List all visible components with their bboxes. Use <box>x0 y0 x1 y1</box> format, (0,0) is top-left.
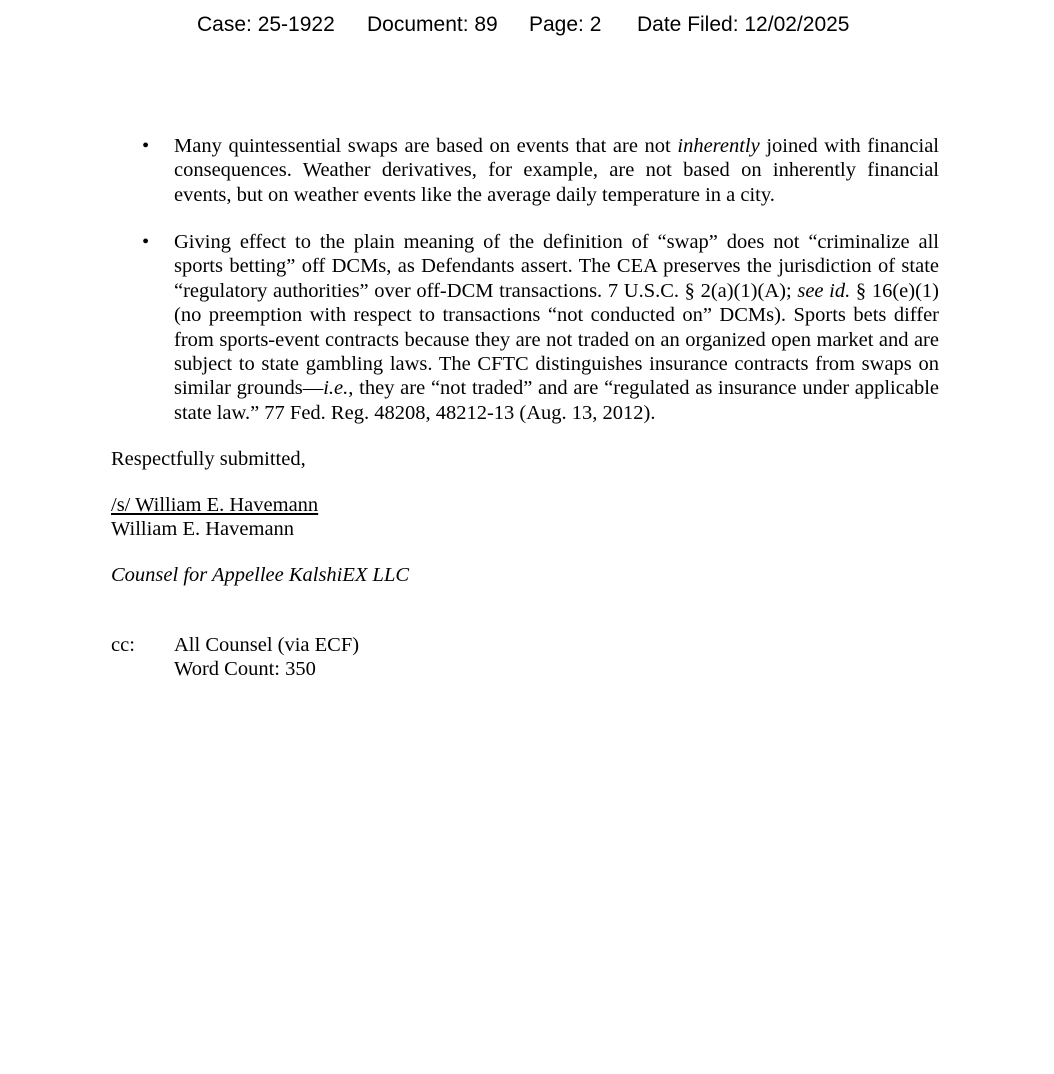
signer-name: William E. Havemann <box>111 518 295 541</box>
counsel-role: Counsel for Appellee KalshiEX LLC <box>111 564 410 586</box>
document-number: Document: 89 <box>367 13 498 36</box>
salutation: Respectfully submitted, <box>111 448 306 470</box>
date-filed: Date Filed: 12/02/2025 <box>637 13 850 36</box>
emphasis: i.e. <box>323 377 349 400</box>
bullet-text: Many quintessential swaps are based on events that are not inherently joined with financial consequences. Weather derivatives, for example, are not based on inherently financial events, but on weather events like the average daily temperature in a city. <box>174 135 939 206</box>
electronic-signature: /s/ William E. Havemann <box>111 494 319 516</box>
bullet-marker: • <box>142 231 150 253</box>
cc-recipients: All Counsel (via ECF) <box>174 634 360 656</box>
word-count: Word Count: 350 <box>174 658 316 681</box>
signature-block <box>111 493 318 542</box>
case-number: Case: 25-1922 <box>197 13 335 36</box>
cc-label: cc: <box>111 634 135 656</box>
bullet-text: Giving effect to the plain meaning of the definition of “swap” does not “criminalize all sports betting” off DCMs, as Defendants assert. The CEA preserves the jurisdiction of state “regulatory authorities” over off-DCM transactions. 7 U.S.C. § 2(a)(1)(A); see id. § 16(e)(1) (no preemption with respect to transactions “not conducted on” DCMs). Sports bets differ from sports-event contracts because they are not traded on an organized open market and are subject to state gambling laws. The CFTC distinguishes insurance contracts from swaps on similar grounds—i.e., they are “not traded” and are “regulated as insurance under applicable state law.” 77 Fed. Reg. 48208, 48212-13 (Aug. 13, 2012). <box>174 231 940 424</box>
document-header <box>0 13 1054 41</box>
bullet-marker: • <box>142 135 150 157</box>
page-number: Page: 2 <box>529 13 602 36</box>
cc-recipients-group <box>174 633 359 682</box>
emphasis: inherently <box>677 135 760 157</box>
citation-signal: see id. <box>797 279 851 302</box>
